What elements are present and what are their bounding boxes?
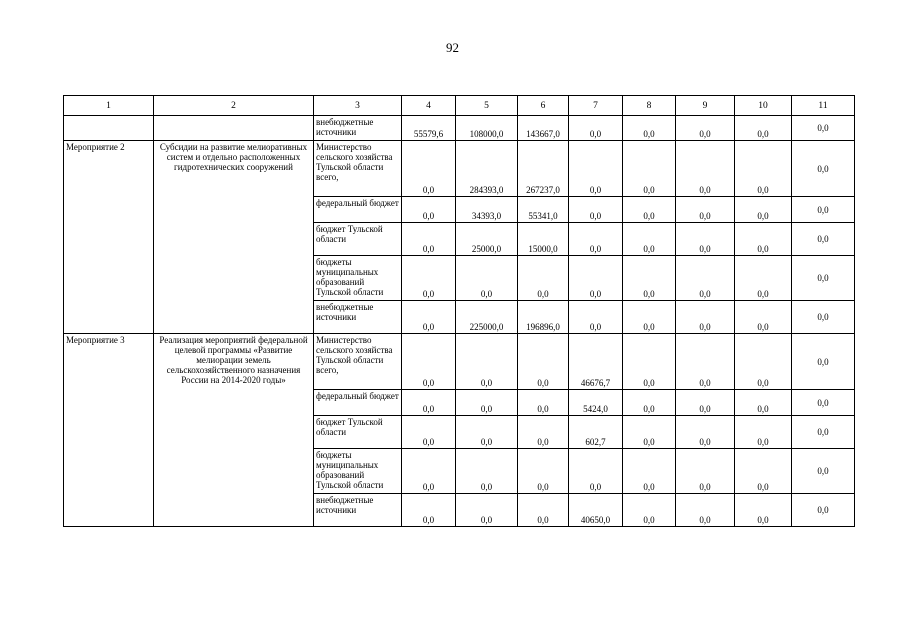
value-cell: 0,0 <box>735 449 792 494</box>
header-cell: 4 <box>402 96 456 116</box>
value-cell: 0,0 <box>518 416 569 449</box>
value-cell: 0,0 <box>623 197 676 223</box>
value-cell: 0,0 <box>456 334 518 390</box>
value-cell: 0,0 <box>518 256 569 301</box>
value-cell: 0,0 <box>792 223 855 256</box>
header-cell: 1 <box>64 96 154 116</box>
value-cell: 0,0 <box>735 334 792 390</box>
value-cell: 0,0 <box>676 416 735 449</box>
value-cell: 0,0 <box>735 256 792 301</box>
value-cell: 0,0 <box>402 301 456 334</box>
value-cell: 196896,0 <box>518 301 569 334</box>
source-cell: внебюджетные источники <box>314 301 402 334</box>
header-cell: 6 <box>518 96 569 116</box>
value-cell: 0,0 <box>402 494 456 527</box>
value-cell: 0,0 <box>569 301 623 334</box>
measure-description: Субсидии на развитие мелиоративных систем и отдельно расположенных гидротехнических сооружений <box>154 141 314 334</box>
value-cell: 0,0 <box>623 334 676 390</box>
measure-name: Мероприятие 2 <box>64 141 154 334</box>
value-cell: 25000,0 <box>456 223 518 256</box>
header-cell: 10 <box>735 96 792 116</box>
source-cell: внебюджетные источники <box>314 116 402 141</box>
value-cell: 0,0 <box>623 449 676 494</box>
value-cell: 0,0 <box>676 141 735 197</box>
value-cell: 0,0 <box>402 390 456 416</box>
value-cell: 0,0 <box>792 301 855 334</box>
header-cell: 8 <box>623 96 676 116</box>
value-cell: 0,0 <box>735 390 792 416</box>
source-cell: федеральный бюджет <box>314 197 402 223</box>
value-cell: 0,0 <box>569 116 623 141</box>
value-cell: 0,0 <box>792 416 855 449</box>
description-cell <box>154 116 314 141</box>
value-cell: 0,0 <box>792 141 855 197</box>
value-cell: 602,7 <box>569 416 623 449</box>
value-cell: 0,0 <box>402 223 456 256</box>
value-cell: 0,0 <box>735 223 792 256</box>
measure-cell <box>64 116 154 141</box>
table-row <box>64 116 855 141</box>
table-row <box>64 334 855 390</box>
value-cell: 225000,0 <box>456 301 518 334</box>
value-cell: 0,0 <box>676 197 735 223</box>
source-cell: бюджет Тульской области <box>314 223 402 256</box>
value-cell: 0,0 <box>518 449 569 494</box>
value-cell: 0,0 <box>676 256 735 301</box>
value-cell: 0,0 <box>792 197 855 223</box>
header-cell: 9 <box>676 96 735 116</box>
value-cell: 0,0 <box>518 494 569 527</box>
value-cell: 108000,0 <box>456 116 518 141</box>
value-cell: 0,0 <box>623 416 676 449</box>
value-cell: 0,0 <box>518 390 569 416</box>
value-cell: 0,0 <box>676 494 735 527</box>
value-cell: 40650,0 <box>569 494 623 527</box>
value-cell: 0,0 <box>402 334 456 390</box>
value-cell: 0,0 <box>569 223 623 256</box>
value-cell: 0,0 <box>518 334 569 390</box>
value-cell: 284393,0 <box>456 141 518 197</box>
source-cell: Министерство сельского хозяйства Тульской области всего, <box>314 334 402 390</box>
value-cell: 46676,7 <box>569 334 623 390</box>
value-cell: 0,0 <box>792 334 855 390</box>
header-row <box>64 96 855 116</box>
value-cell: 0,0 <box>402 416 456 449</box>
source-cell: Министерство сельского хозяйства Тульской области всего, <box>314 141 402 197</box>
value-cell: 0,0 <box>792 116 855 141</box>
source-cell: федеральный бюджет <box>314 390 402 416</box>
value-cell: 0,0 <box>676 390 735 416</box>
value-cell: 55341,0 <box>518 197 569 223</box>
value-cell: 0,0 <box>676 449 735 494</box>
value-cell: 0,0 <box>623 301 676 334</box>
source-cell: внебюджетные источники <box>314 494 402 527</box>
value-cell: 5424,0 <box>569 390 623 416</box>
value-cell: 0,0 <box>456 256 518 301</box>
value-cell: 15000,0 <box>518 223 569 256</box>
value-cell: 0,0 <box>735 141 792 197</box>
value-cell: 0,0 <box>456 416 518 449</box>
value-cell: 0,0 <box>676 301 735 334</box>
value-cell: 0,0 <box>735 494 792 527</box>
value-cell: 0,0 <box>623 256 676 301</box>
value-cell: 143667,0 <box>518 116 569 141</box>
value-cell: 0,0 <box>402 256 456 301</box>
value-cell: 0,0 <box>676 223 735 256</box>
value-cell: 0,0 <box>402 449 456 494</box>
value-cell: 0,0 <box>735 416 792 449</box>
value-cell: 0,0 <box>735 116 792 141</box>
value-cell: 0,0 <box>792 390 855 416</box>
value-cell: 0,0 <box>623 494 676 527</box>
table-row <box>64 141 855 197</box>
value-cell: 0,0 <box>569 197 623 223</box>
header-cell: 7 <box>569 96 623 116</box>
value-cell: 0,0 <box>792 494 855 527</box>
value-cell: 0,0 <box>792 449 855 494</box>
value-cell: 55579,6 <box>402 116 456 141</box>
value-cell: 0,0 <box>402 197 456 223</box>
value-cell: 0,0 <box>456 390 518 416</box>
header-cell: 5 <box>456 96 518 116</box>
source-cell: бюджеты муниципальных образований Тульской области <box>314 256 402 301</box>
measure-name: Мероприятие 3 <box>64 334 154 527</box>
value-cell: 0,0 <box>735 301 792 334</box>
source-cell: бюджеты муниципальных образований Тульской области <box>314 449 402 494</box>
value-cell: 0,0 <box>623 141 676 197</box>
value-cell: 0,0 <box>676 116 735 141</box>
value-cell: 0,0 <box>676 334 735 390</box>
value-cell: 0,0 <box>569 141 623 197</box>
value-cell: 0,0 <box>623 223 676 256</box>
value-cell: 0,0 <box>792 256 855 301</box>
value-cell: 0,0 <box>402 141 456 197</box>
source-cell: бюджет Тульской области <box>314 416 402 449</box>
value-cell: 0,0 <box>569 449 623 494</box>
value-cell: 0,0 <box>623 116 676 141</box>
value-cell: 267237,0 <box>518 141 569 197</box>
budget-table <box>63 95 855 527</box>
header-cell: 3 <box>314 96 402 116</box>
header-cell: 2 <box>154 96 314 116</box>
page-number: 92 <box>446 40 459 55</box>
value-cell: 34393,0 <box>456 197 518 223</box>
header-cell: 11 <box>792 96 855 116</box>
value-cell: 0,0 <box>569 256 623 301</box>
value-cell: 0,0 <box>456 449 518 494</box>
value-cell: 0,0 <box>735 197 792 223</box>
value-cell: 0,0 <box>623 390 676 416</box>
value-cell: 0,0 <box>456 494 518 527</box>
measure-description: Реализация мероприятий федеральной целевой программы «Развитие мелиорации земель сельскохозяйственного назначения России на 2014-2020 годы» <box>154 334 314 527</box>
